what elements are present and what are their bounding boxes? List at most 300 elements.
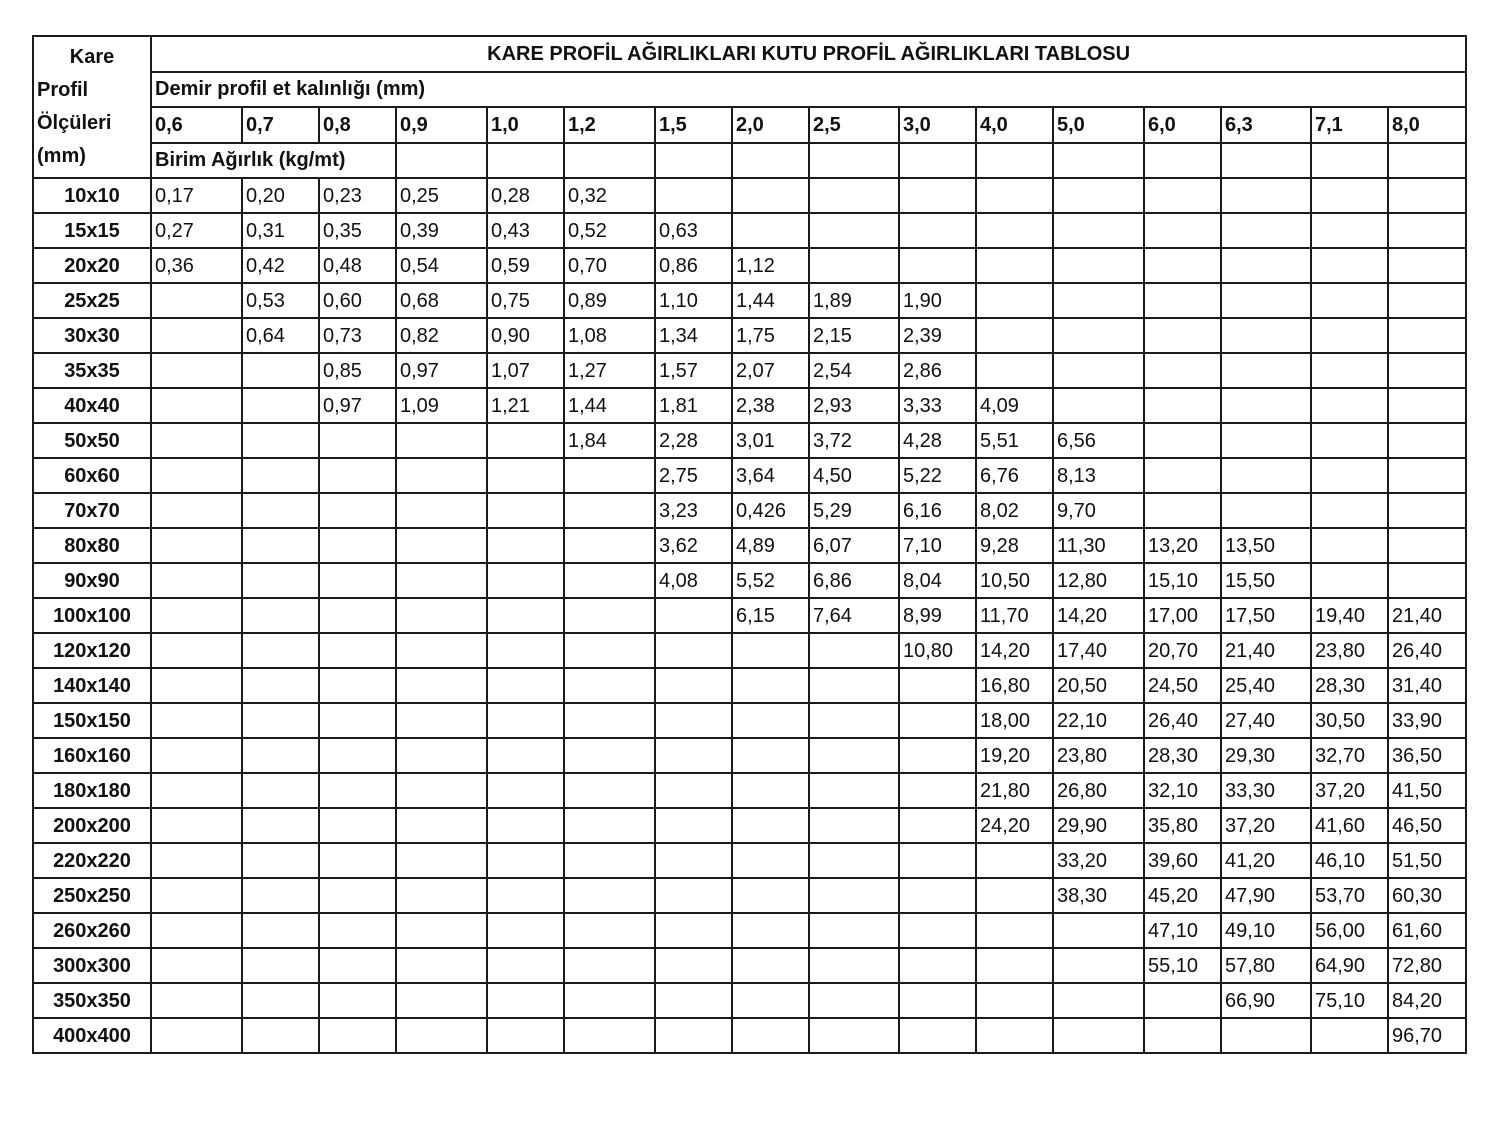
empty-cell — [1221, 388, 1311, 423]
empty-cell — [564, 633, 655, 668]
weight-cell: 47,90 — [1221, 878, 1311, 913]
profile-weight-table — [32, 35, 1467, 1054]
table-row — [33, 878, 1466, 913]
empty-cell — [1144, 983, 1221, 1018]
weight-cell: 4,08 — [655, 563, 732, 598]
empty-cell — [242, 843, 319, 878]
weight-cell: 6,07 — [809, 528, 899, 563]
weight-cell: 7,64 — [809, 598, 899, 633]
empty-cell — [809, 808, 899, 843]
table-title: KARE PROFİL AĞIRLIKLARI KUTU PROFİL AĞIRLIKLARI TABLOSU — [151, 36, 1466, 72]
table-row — [33, 913, 1466, 948]
weight-cell: 21,40 — [1388, 598, 1466, 633]
empty-cell — [242, 353, 319, 388]
empty-cell — [151, 703, 242, 738]
profile-size: 100x100 — [33, 598, 151, 633]
empty-cell — [809, 633, 899, 668]
weight-cell: 0,31 — [242, 213, 319, 248]
empty-cell — [487, 773, 564, 808]
thickness-header: 0,7 — [242, 107, 319, 143]
weight-cell: 5,29 — [809, 493, 899, 528]
empty-cell — [976, 178, 1053, 213]
thickness-header: 7,1 — [1311, 107, 1388, 143]
empty-cell — [732, 913, 809, 948]
weight-cell: 21,40 — [1221, 633, 1311, 668]
weight-cell: 32,10 — [1144, 773, 1221, 808]
empty-cell — [1053, 178, 1144, 213]
empty-cell — [1311, 318, 1388, 353]
empty-cell — [1221, 178, 1311, 213]
weight-cell: 0,43 — [487, 213, 564, 248]
empty-cell — [899, 738, 976, 773]
profile-size: 10x10 — [33, 178, 151, 213]
empty-cell — [242, 1018, 319, 1053]
empty-cell — [809, 738, 899, 773]
thickness-header: 3,0 — [899, 107, 976, 143]
weight-cell: 37,20 — [1311, 773, 1388, 808]
weight-cell: 1,08 — [564, 318, 655, 353]
empty-cell — [151, 843, 242, 878]
empty-cell — [732, 668, 809, 703]
empty-cell — [976, 878, 1053, 913]
weight-cell: 0,54 — [396, 248, 487, 283]
thickness-header: 0,6 — [151, 107, 242, 143]
table-row — [33, 843, 1466, 878]
empty-cell — [242, 878, 319, 913]
profile-size: 140x140 — [33, 668, 151, 703]
weight-cell: 3,01 — [732, 423, 809, 458]
empty-cell — [319, 983, 396, 1018]
empty-cell — [1221, 248, 1311, 283]
weight-cell: 4,89 — [732, 528, 809, 563]
table-row — [33, 388, 1466, 423]
weight-cell: 19,20 — [976, 738, 1053, 773]
thickness-header: 2,0 — [732, 107, 809, 143]
weight-cell: 0,89 — [564, 283, 655, 318]
empty-cell — [732, 983, 809, 1018]
empty-cell — [732, 213, 809, 248]
weight-cell: 4,50 — [809, 458, 899, 493]
empty-cell — [809, 948, 899, 983]
empty-cell — [487, 913, 564, 948]
weight-cell: 5,22 — [899, 458, 976, 493]
weight-cell: 23,80 — [1053, 738, 1144, 773]
weight-cell: 6,16 — [899, 493, 976, 528]
empty-cell — [151, 668, 242, 703]
empty-cell — [899, 668, 976, 703]
weight-cell: 45,20 — [1144, 878, 1221, 913]
table-row — [33, 283, 1466, 318]
thickness-row — [33, 107, 1466, 143]
weight-cell: 8,99 — [899, 598, 976, 633]
table-row — [33, 773, 1466, 808]
weight-cell: 15,10 — [1144, 563, 1221, 598]
weight-cell: 32,70 — [1311, 738, 1388, 773]
empty-cell — [1221, 493, 1311, 528]
empty-cell — [1388, 423, 1466, 458]
empty-cell — [1053, 353, 1144, 388]
weight-cell: 0,70 — [564, 248, 655, 283]
empty-cell — [564, 738, 655, 773]
empty-cell — [976, 213, 1053, 248]
empty-cell — [732, 843, 809, 878]
empty-cell — [242, 493, 319, 528]
empty-cell — [655, 703, 732, 738]
empty-cell — [487, 1018, 564, 1053]
weight-cell: 3,62 — [655, 528, 732, 563]
weight-cell: 0,35 — [319, 213, 396, 248]
empty-cell — [396, 458, 487, 493]
empty-cell — [242, 388, 319, 423]
weight-cell: 1,89 — [809, 283, 899, 318]
empty-cell — [1144, 213, 1221, 248]
empty-cell — [809, 773, 899, 808]
profile-size: 90x90 — [33, 563, 151, 598]
weight-cell: 0,97 — [396, 353, 487, 388]
empty-cell — [319, 528, 396, 563]
weight-cell: 25,40 — [1221, 668, 1311, 703]
empty-cell — [396, 703, 487, 738]
weight-cell: 1,75 — [732, 318, 809, 353]
empty-cell — [732, 808, 809, 843]
profile-size: 80x80 — [33, 528, 151, 563]
weight-cell: 6,56 — [1053, 423, 1144, 458]
empty-cell — [899, 773, 976, 808]
profile-size: 60x60 — [33, 458, 151, 493]
empty-cell — [242, 458, 319, 493]
profile-size: 25x25 — [33, 283, 151, 318]
empty-cell — [899, 213, 976, 248]
weight-cell: 12,80 — [1053, 563, 1144, 598]
weight-cell: 24,50 — [1144, 668, 1221, 703]
table-row — [33, 493, 1466, 528]
empty-cell — [151, 458, 242, 493]
profile-size: 30x30 — [33, 318, 151, 353]
empty-cell — [319, 668, 396, 703]
weight-cell: 16,80 — [976, 668, 1053, 703]
thickness-header: 1,5 — [655, 107, 732, 143]
weight-cell: 1,34 — [655, 318, 732, 353]
weight-cell: 0,32 — [564, 178, 655, 213]
empty-cell — [487, 703, 564, 738]
empty-cell — [564, 843, 655, 878]
profile-size: 400x400 — [33, 1018, 151, 1053]
empty-cell — [976, 318, 1053, 353]
empty-cell — [1053, 388, 1144, 423]
empty-cell — [564, 983, 655, 1018]
empty-cell — [809, 913, 899, 948]
weight-cell: 13,20 — [1144, 528, 1221, 563]
empty-cell — [487, 808, 564, 843]
empty-cell — [242, 423, 319, 458]
empty-cell — [899, 248, 976, 283]
weight-cell: 21,80 — [976, 773, 1053, 808]
empty-cell — [564, 1018, 655, 1053]
weight-cell: 0,75 — [487, 283, 564, 318]
empty-cell — [319, 703, 396, 738]
profile-size: 35x35 — [33, 353, 151, 388]
weight-cell: 41,60 — [1311, 808, 1388, 843]
weight-cell: 30,50 — [1311, 703, 1388, 738]
empty-cell — [655, 668, 732, 703]
weight-cell: 0,60 — [319, 283, 396, 318]
empty-cell — [242, 738, 319, 773]
weight-cell: 53,70 — [1311, 878, 1388, 913]
profile-size: 350x350 — [33, 983, 151, 1018]
empty-cell — [1311, 178, 1388, 213]
weight-cell: 46,50 — [1388, 808, 1466, 843]
weight-cell: 20,70 — [1144, 633, 1221, 668]
empty-cell — [319, 913, 396, 948]
weight-cell: 6,15 — [732, 598, 809, 633]
empty-cell — [1144, 178, 1221, 213]
weight-cell: 0,39 — [396, 213, 487, 248]
empty-cell — [809, 213, 899, 248]
empty-cell — [1053, 913, 1144, 948]
empty-cell — [487, 983, 564, 1018]
empty-cell — [655, 808, 732, 843]
empty-cell — [732, 738, 809, 773]
side-label-line: Profil — [37, 79, 89, 101]
empty-cell — [1053, 283, 1144, 318]
empty-cell — [396, 948, 487, 983]
weight-cell: 0,20 — [242, 178, 319, 213]
empty-cell — [899, 143, 976, 179]
empty-cell — [487, 563, 564, 598]
weight-cell: 0,64 — [242, 318, 319, 353]
empty-cell — [899, 703, 976, 738]
empty-cell — [1144, 283, 1221, 318]
empty-cell — [1053, 248, 1144, 283]
empty-cell — [976, 843, 1053, 878]
empty-cell — [655, 598, 732, 633]
empty-cell — [1144, 248, 1221, 283]
weight-cell: 0,426 — [732, 493, 809, 528]
empty-cell — [1053, 318, 1144, 353]
thickness-header: 1,2 — [564, 107, 655, 143]
profile-size: 150x150 — [33, 703, 151, 738]
weight-cell: 0,52 — [564, 213, 655, 248]
weight-cell: 26,40 — [1144, 703, 1221, 738]
empty-cell — [487, 843, 564, 878]
empty-cell — [1221, 423, 1311, 458]
empty-cell — [487, 423, 564, 458]
empty-cell — [976, 983, 1053, 1018]
empty-cell — [655, 143, 732, 179]
empty-cell — [732, 878, 809, 913]
weight-cell: 1,12 — [732, 248, 809, 283]
empty-cell — [319, 878, 396, 913]
empty-cell — [396, 143, 487, 179]
weight-cell: 28,30 — [1144, 738, 1221, 773]
empty-cell — [899, 948, 976, 983]
empty-cell — [564, 458, 655, 493]
empty-cell — [732, 948, 809, 983]
profile-size: 260x260 — [33, 913, 151, 948]
thickness-header: 6,0 — [1144, 107, 1221, 143]
weight-cell: 1,21 — [487, 388, 564, 423]
table-row — [33, 423, 1466, 458]
weight-cell: 24,20 — [976, 808, 1053, 843]
empty-cell — [151, 738, 242, 773]
empty-cell — [151, 948, 242, 983]
weight-cell: 2,86 — [899, 353, 976, 388]
empty-cell — [1053, 1018, 1144, 1053]
title-row — [33, 36, 1466, 72]
weight-cell: 29,30 — [1221, 738, 1311, 773]
weight-cell: 13,50 — [1221, 528, 1311, 563]
empty-cell — [1388, 388, 1466, 423]
empty-cell — [976, 913, 1053, 948]
profile-size: 120x120 — [33, 633, 151, 668]
empty-cell — [487, 143, 564, 179]
thickness-header: 0,8 — [319, 107, 396, 143]
weight-cell: 11,30 — [1053, 528, 1144, 563]
side-label-line: Kare — [69, 46, 115, 68]
table-row — [33, 1018, 1466, 1053]
empty-cell — [151, 528, 242, 563]
profile-size: 160x160 — [33, 738, 151, 773]
empty-cell — [732, 633, 809, 668]
weight-cell: 1,07 — [487, 353, 564, 388]
empty-cell — [151, 878, 242, 913]
empty-cell — [1221, 318, 1311, 353]
weight-cell: 2,93 — [809, 388, 899, 423]
empty-cell — [564, 528, 655, 563]
weight-cell: 57,80 — [1221, 948, 1311, 983]
weight-cell: 29,90 — [1053, 808, 1144, 843]
empty-cell — [809, 248, 899, 283]
weight-cell: 0,68 — [396, 283, 487, 318]
thickness-header: 4,0 — [976, 107, 1053, 143]
empty-cell — [396, 1018, 487, 1053]
empty-cell — [1311, 283, 1388, 318]
weight-cell: 72,80 — [1388, 948, 1466, 983]
empty-cell — [1144, 143, 1221, 179]
empty-cell — [1388, 353, 1466, 388]
empty-cell — [1311, 563, 1388, 598]
empty-cell — [1388, 563, 1466, 598]
weight-cell: 15,50 — [1221, 563, 1311, 598]
empty-cell — [1388, 143, 1466, 179]
weight-cell: 96,70 — [1388, 1018, 1466, 1053]
empty-cell — [396, 423, 487, 458]
empty-cell — [396, 773, 487, 808]
empty-cell — [242, 668, 319, 703]
empty-cell — [976, 248, 1053, 283]
weight-cell: 5,51 — [976, 423, 1053, 458]
empty-cell — [564, 808, 655, 843]
empty-cell — [564, 143, 655, 179]
weight-cell: 6,76 — [976, 458, 1053, 493]
empty-cell — [319, 423, 396, 458]
empty-cell — [487, 598, 564, 633]
empty-cell — [319, 808, 396, 843]
empty-cell — [809, 703, 899, 738]
weight-cell: 0,42 — [242, 248, 319, 283]
weight-cell: 11,70 — [976, 598, 1053, 633]
weight-cell: 4,28 — [899, 423, 976, 458]
weight-cell: 1,44 — [564, 388, 655, 423]
empty-cell — [1221, 143, 1311, 179]
empty-cell — [151, 598, 242, 633]
empty-cell — [242, 563, 319, 598]
empty-cell — [242, 703, 319, 738]
weight-cell: 84,20 — [1388, 983, 1466, 1018]
weight-cell: 26,40 — [1388, 633, 1466, 668]
weight-cell: 1,27 — [564, 353, 655, 388]
weight-cell: 56,00 — [1311, 913, 1388, 948]
thickness-header: 8,0 — [1388, 107, 1466, 143]
empty-cell — [487, 738, 564, 773]
weight-cell: 0,27 — [151, 213, 242, 248]
table-row — [33, 178, 1466, 213]
empty-cell — [487, 668, 564, 703]
empty-cell — [976, 143, 1053, 179]
empty-cell — [976, 283, 1053, 318]
empty-cell — [487, 633, 564, 668]
empty-cell — [396, 633, 487, 668]
weight-cell: 37,20 — [1221, 808, 1311, 843]
profile-size: 300x300 — [33, 948, 151, 983]
thickness-header: 1,0 — [487, 107, 564, 143]
empty-cell — [319, 738, 396, 773]
empty-cell — [396, 843, 487, 878]
weight-cell: 1,44 — [732, 283, 809, 318]
unit-row — [33, 143, 1466, 179]
empty-cell — [1311, 423, 1388, 458]
table-row — [33, 808, 1466, 843]
empty-cell — [809, 878, 899, 913]
empty-cell — [655, 633, 732, 668]
empty-cell — [1311, 493, 1388, 528]
weight-cell: 8,13 — [1053, 458, 1144, 493]
weight-cell: 33,30 — [1221, 773, 1311, 808]
weight-cell: 33,90 — [1388, 703, 1466, 738]
empty-cell — [1388, 458, 1466, 493]
weight-cell: 3,72 — [809, 423, 899, 458]
empty-cell — [1144, 423, 1221, 458]
weight-cell: 14,20 — [976, 633, 1053, 668]
profile-size: 70x70 — [33, 493, 151, 528]
empty-cell — [809, 983, 899, 1018]
empty-cell — [242, 948, 319, 983]
weight-cell: 1,09 — [396, 388, 487, 423]
weight-cell: 2,28 — [655, 423, 732, 458]
empty-cell — [1311, 1018, 1388, 1053]
weight-cell: 39,60 — [1144, 843, 1221, 878]
table-row — [33, 213, 1466, 248]
empty-cell — [1311, 458, 1388, 493]
empty-cell — [1221, 213, 1311, 248]
empty-cell — [899, 913, 976, 948]
empty-cell — [396, 563, 487, 598]
empty-cell — [242, 983, 319, 1018]
weight-cell: 33,20 — [1053, 843, 1144, 878]
weight-cell: 2,39 — [899, 318, 976, 353]
weight-cell: 3,23 — [655, 493, 732, 528]
weight-cell: 46,10 — [1311, 843, 1388, 878]
table-row — [33, 633, 1466, 668]
weight-cell: 14,20 — [1053, 598, 1144, 633]
empty-cell — [809, 843, 899, 878]
profile-size: 20x20 — [33, 248, 151, 283]
empty-cell — [655, 948, 732, 983]
profile-size: 40x40 — [33, 388, 151, 423]
empty-cell — [151, 493, 242, 528]
empty-cell — [564, 703, 655, 738]
empty-cell — [1388, 318, 1466, 353]
